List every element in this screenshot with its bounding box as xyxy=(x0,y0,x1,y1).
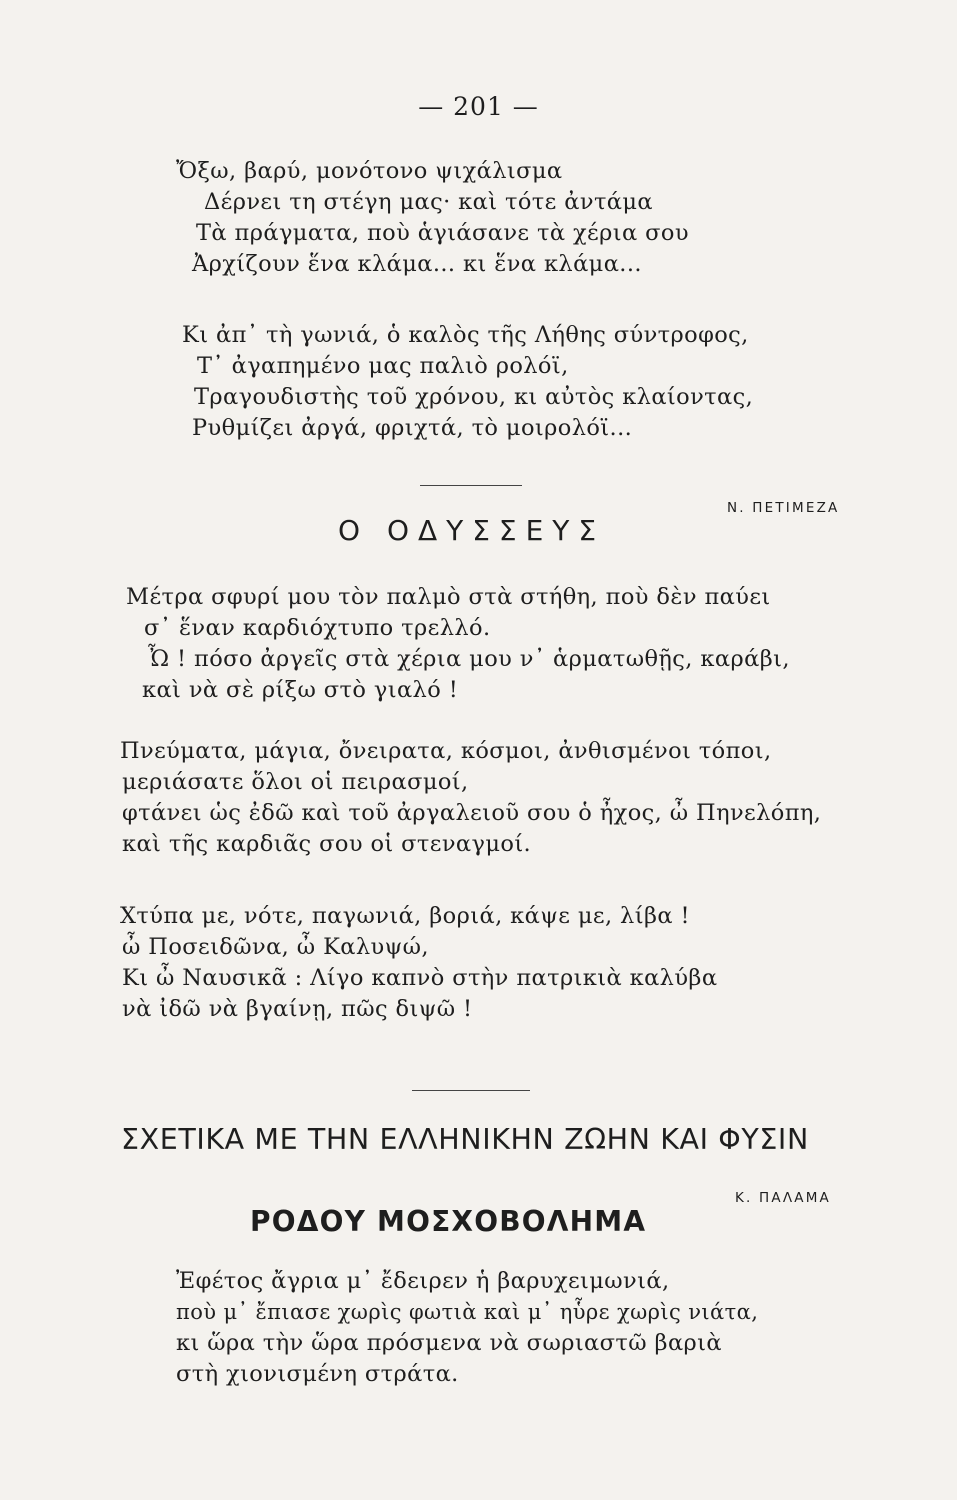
verse-line: ὦ Ποσειδῶνα, ὦ Καλυψώ, xyxy=(122,934,429,960)
verse-line: Δέρνει τη στέγη μας· καὶ τότε ἀντάμα xyxy=(204,189,653,215)
section-heading: ΣΧΕΤΙΚΑ ΜΕ ΤΗΝ ΕΛΛΗΝΙΚΗΝ ΖΩΗΝ ΚΑΙ ΦΥΣΙΝ xyxy=(121,1123,809,1156)
author-credit: Ν. ΠΕΤΙΜΕΖΑ xyxy=(727,500,840,516)
verse-line: καὶ τῆς καρδιᾶς σου οἱ στεναγμοί. xyxy=(122,831,532,857)
poem2-stanza2 xyxy=(120,736,821,860)
verse-line: Ὦ ! πόσο ἀργεῖς στὰ χέρια μου ν᾿ ἁρματωθῇς, καράβι, xyxy=(148,646,790,672)
verse-line: νὰ ἰδῶ νὰ βγαίνῃ, πῶς διψῶ ! xyxy=(122,996,473,1022)
verse-line: μεριάσατε ὅλοι οἱ πειρασμοί, xyxy=(122,769,469,795)
verse-line: Ρυθμίζει ἀργά, φριχτά, τὸ μοιρολόϊ... xyxy=(192,415,633,441)
verse-line: καὶ νὰ σὲ ρίξω στὸ γιαλό ! xyxy=(142,677,459,703)
verse-line: Ὄξω, βαρύ, μονότονο ψιχάλισμα xyxy=(176,158,563,184)
divider-rule xyxy=(412,1090,530,1091)
verse-line: Ἐφέτος ἄγρια μ᾿ ἔδειρεν ἡ βαρυχειμωνιά, xyxy=(176,1268,670,1294)
verse-line: Ἀρχίζουν ἕνα κλάμα... κι ἕνα κλάμα... xyxy=(192,251,642,277)
verse-line: Τ᾿ ἀγαπημένο μας παλιὸ ρολόϊ, xyxy=(197,353,569,379)
verse-line: Τραγουδιστὴς τοῦ χρόνου, κι αὐτὸς κλαίοντας, xyxy=(194,384,754,410)
verse-line: ποὺ μ᾿ ἔπιασε χωρὶς φωτιὰ καὶ μ᾿ ηὗρε χωρὶς νιάτα, xyxy=(176,1300,759,1324)
verse-line: φτάνει ὡς ἐδῶ καὶ τοῦ ἀργαλειοῦ σου ὁ ἦχος, ὦ Πηνελόπη, xyxy=(122,800,822,826)
author-credit: Κ. ΠΑΛΑΜΑ xyxy=(735,1190,831,1206)
verse-line: Πνεύματα, μάγια, ὄνειρατα, κόσμοι, ἀνθισμένοι τόποι, xyxy=(120,738,772,764)
poem3-stanza1 xyxy=(176,1266,758,1390)
verse-line: Μέτρα σφυρί μου τὸν παλμὸ στὰ στήθη, ποὺ δὲν παύει xyxy=(126,584,771,610)
poem1-stanza2 xyxy=(182,320,753,444)
verse-line: Χτύπα με, νότε, παγωνιά, βοριά, κάψε με, λίβα ! xyxy=(120,903,690,929)
verse-line: Τὰ πράγματα, ποὺ ἁγιάσανε τὰ χέρια σου xyxy=(196,220,689,246)
poem2-stanza1 xyxy=(126,582,790,706)
page-number: — 201 — xyxy=(418,92,539,121)
divider-rule xyxy=(420,485,522,486)
verse-line: Κι ὦ Ναυσικᾶ : Λίγο καπνὸ στὴν πατρικιὰ καλύβα xyxy=(122,965,718,991)
verse-line: στὴ χιονισμένη στράτα. xyxy=(176,1361,459,1387)
verse-line: σ᾿ ἕναν καρδιόχτυπο τρελλό. xyxy=(144,615,491,641)
verse-line: κι ὥρα τὴν ὥρα πρόσμενα νὰ σωριαστῶ βαριὰ xyxy=(176,1330,722,1356)
poem2-stanza3 xyxy=(120,901,717,1025)
poem-title: ΡΟΔΟΥ ΜΟΣΧΟΒΟΛΗΜΑ xyxy=(250,1205,647,1238)
verse-line: Κι ἀπ᾿ τὴ γωνιά, ὁ καλὸς τῆς Λήθης σύντροφος, xyxy=(182,322,749,348)
poem-title: Ο ΟΔΥΣΣΕΥΣ xyxy=(338,514,606,547)
poem1-stanza1 xyxy=(176,156,689,280)
